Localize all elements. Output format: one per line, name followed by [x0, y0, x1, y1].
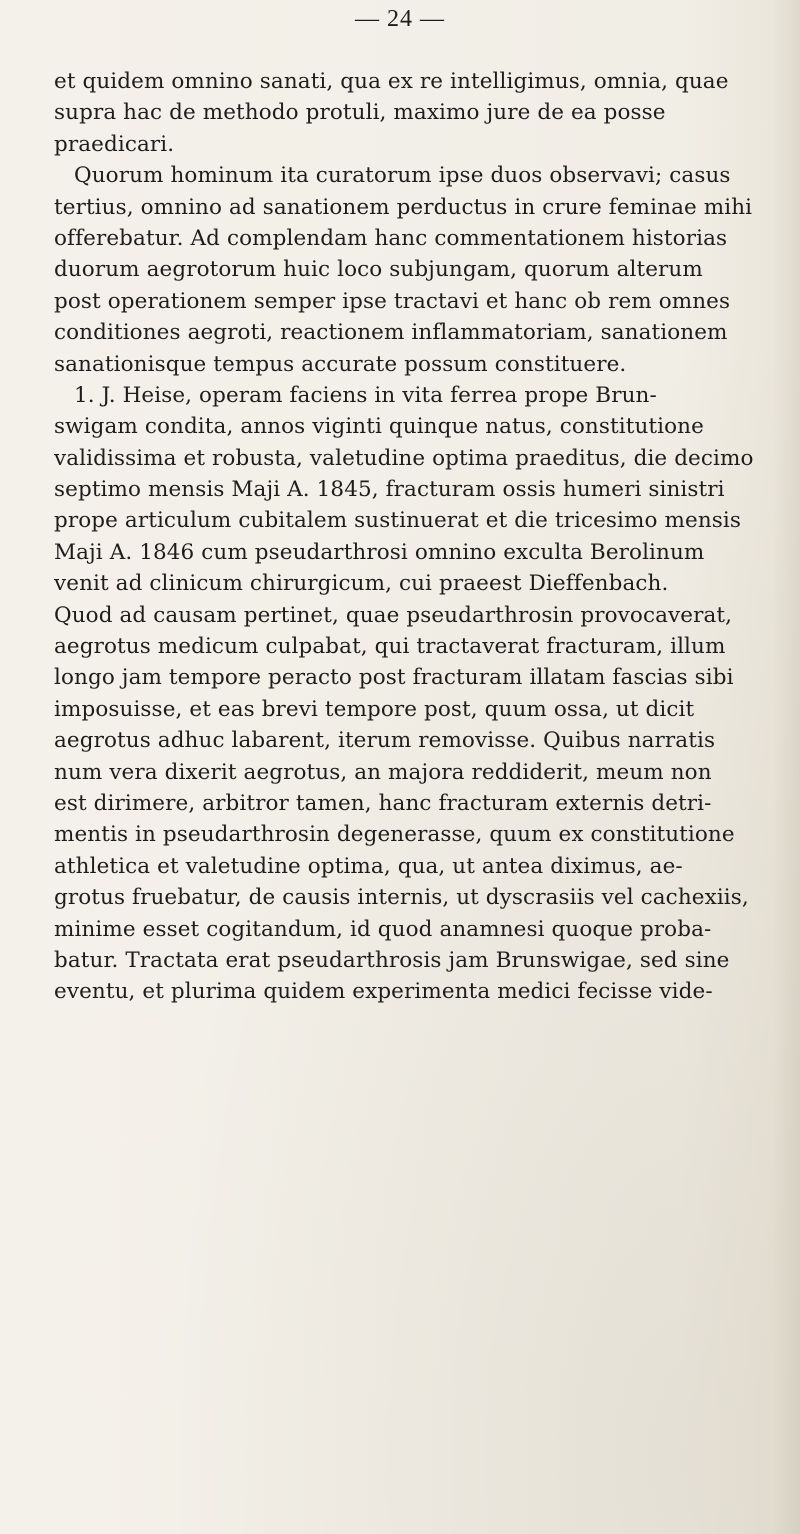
- text-line: mentis in pseudarthrosin degenerasse, quum ex constitutione: [54, 822, 735, 848]
- text-line: conditiones aegroti, reactionem inflammatoriam, sanationem: [54, 320, 728, 346]
- text-line: 1. J. Heise, operam faciens in vita ferrea prope Brun-: [74, 382, 657, 408]
- body-text: [54, 66, 790, 1008]
- text-line: septimo mensis Maji A. 1845, fracturam ossis humeri sinistri: [54, 477, 725, 503]
- text-line: aegrotus medicum culpabat, qui tractaverat fracturam, illum: [54, 634, 726, 660]
- text-line: aegrotus adhuc labarent, iterum removisse. Quibus narratis: [54, 728, 716, 754]
- text-line: minime esset cogitandum, id quod anamnesi quoque proba-: [54, 916, 712, 942]
- text-line: Maji A. 1846 cum pseudarthrosi omnino exculta Berolinum: [54, 539, 705, 565]
- text-line: supra hac de methodo protuli, maximo jure de ea posse: [54, 100, 666, 126]
- text-line: imposuisse, et eas brevi tempore post, quum ossa, ut dicit: [54, 696, 695, 722]
- text-line: sanationisque tempus accurate possum constituere.: [54, 351, 627, 377]
- text-line: Quorum hominum ita curatorum ipse duos observavi; casus: [74, 163, 731, 189]
- text-line: num vera dixerit aegrotus, an majora reddiderit, meum non: [54, 759, 712, 785]
- text-line: athletica et valetudine optima, qua, ut antea diximus, ae-: [54, 853, 683, 879]
- text-line: Quod ad causam pertinet, quae pseudarthrosin provocaverat,: [54, 602, 733, 628]
- text-line: eventu, et plurima quidem experimenta medici fecisse vide-: [54, 979, 713, 1005]
- text-line: prope articulum cubitalem sustinuerat et die tricesimo mensis: [54, 508, 742, 534]
- text-line: validissima et robusta, valetudine optima praeditus, die decimo: [54, 445, 754, 471]
- text-line: batur. Tractata erat pseudarthrosis jam Brunswigae, sed sine: [54, 947, 730, 973]
- text-line: longo jam tempore peracto post fracturam illatam fascias sibi: [54, 665, 734, 691]
- page-number: — 24 —: [355, 6, 445, 32]
- text-line: post operationem semper ipse tractavi et hanc ob rem omnes: [54, 288, 731, 314]
- text-line: et quidem omnino sanati, qua ex re intelligimus, omnia, quae: [54, 69, 729, 94]
- text-line: praedicari.: [54, 131, 175, 157]
- text-line: duorum aegrotorum huic loco subjungam, quorum alterum: [54, 257, 703, 283]
- text-line: tertius, omnino ad sanationem perductus in crure feminae mihi: [54, 194, 753, 220]
- text-line: swigam condita, annos viginti quinque natus, constitutione: [54, 414, 704, 440]
- text-line: venit ad clinicum chirurgicum, cui praeest Dieffenbach.: [54, 571, 669, 597]
- text-line: offerebatur. Ad complendam hanc commentationem historias: [54, 225, 728, 251]
- text-line: grotus fruebatur, de causis internis, ut dyscrasiis vel cachexiis,: [54, 885, 749, 911]
- text-line: est dirimere, arbitror tamen, hanc fracturam externis detri-: [54, 790, 712, 816]
